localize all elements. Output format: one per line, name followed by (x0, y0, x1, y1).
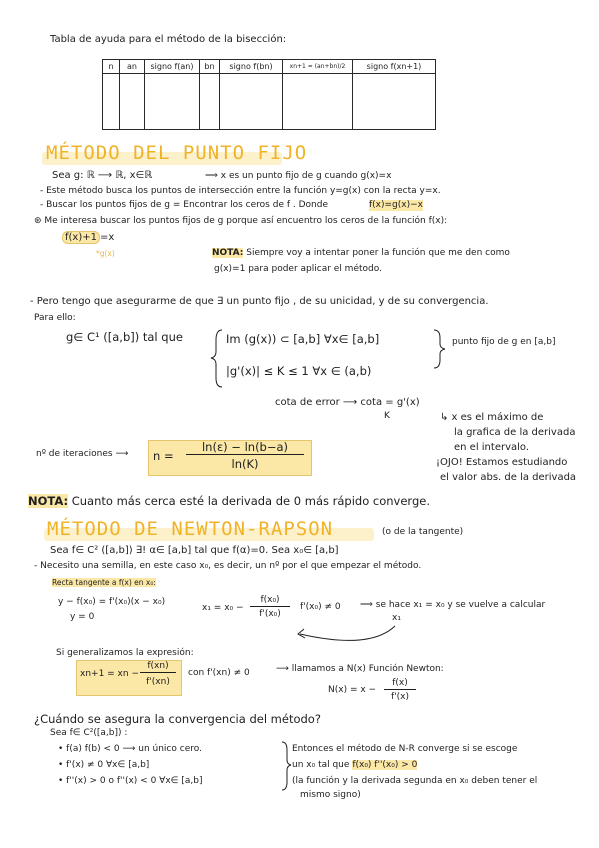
convergence-item: • f''(x) > 0 o f''(x) < 0 ∀x∈ [a,b] (58, 776, 203, 786)
convergence-sea: Sea f∈ C²([a,b]) : (50, 728, 128, 738)
bisection-caption: Tabla de ayuda para el método de la bisección: (50, 34, 287, 45)
nx-numerator: f(x) (384, 678, 416, 690)
left-brace (211, 330, 222, 387)
convergence-result-a: un x₀ tal que (292, 760, 350, 770)
text-line: - Este método busca los puntos de intersección entre la función y=g(x) con la recta y=x. (40, 186, 441, 196)
nota-text-2: g(x)=1 para poder aplicar el método. (214, 264, 382, 274)
header-cell: bn (200, 60, 220, 74)
iterations-denominator: ln(K) (231, 457, 259, 471)
convergence-item: • f'(x) ≠ 0 ∀x∈ [a,b] (58, 760, 150, 770)
ojo-line: ¡OJO! Estamos estudiando (436, 457, 568, 468)
cota-k: K (384, 411, 390, 421)
newton-function-line: ⟶ llamamos a N(x) Función Newton: (276, 664, 444, 674)
x1-denominator: f'(x₀) (259, 609, 281, 619)
side-note: *g(x) (96, 249, 115, 258)
text-line: - Pero tengo que asegurarme de que ∃ un punto fijo , de su unicidad, y de su convergencia. (30, 296, 489, 307)
nota-text-1: Siempre voy a intentar poner la función que me den como (246, 248, 510, 258)
tangent-eq-1: y − f(x₀) = f'(x₀)(x − x₀) (58, 597, 166, 607)
condition-class: g∈ C¹ ([a,b]) tal que (66, 330, 183, 344)
nx-denominator: f'(x) (391, 692, 409, 702)
fixed-point-title: MÉTODO DEL PUNTO FIJO (46, 142, 308, 164)
curved-arrow (300, 626, 395, 640)
convergence-highlight: f(x₀) f''(x₀) > 0 (352, 760, 418, 770)
text-line: - Buscar los puntos fijos de g = Encontrar los ceros de f . Donde (40, 200, 328, 210)
general-condition: con f'(xn) ≠ 0 (188, 668, 250, 678)
text-line: la grafica de la derivada (454, 427, 576, 438)
x1-numerator: f(x₀) (250, 595, 290, 607)
nota2-text: Cuanto más cerca esté la derivada de 0 más rápido converge. (71, 494, 430, 508)
cota-line: cota de error ⟶ cota = g'(x) (275, 397, 420, 408)
text-line: ↳ x es el máximo de (440, 412, 544, 423)
header-cell: an (120, 60, 145, 74)
convergence-result: Entonces el método de N-R converge si se escoge (292, 744, 518, 754)
header-cell: signo f(an) (145, 60, 200, 74)
convergence-brace (282, 742, 291, 790)
def-line-b: ⟹ x es un punto fijo de g cuando g(x)=x (205, 171, 392, 181)
nota2-label: NOTA: (28, 494, 69, 508)
header-cell: xn+1 = (an+bn)/2 (283, 60, 353, 74)
x1-then: ⟹ se hace x₁ = x₀ y se vuelve a calcular (360, 600, 546, 610)
text-line: en el intervalo. (454, 442, 530, 453)
def-line-a: Sea g: ℝ ⟶ ℝ, x∈ℝ (52, 170, 153, 181)
general-lhs: xn+1 = xn − (80, 669, 139, 679)
condition-2: |g'(x)| ≤ K ≤ 1 ∀x ∈ (a,b) (226, 364, 372, 378)
header-cell: n (103, 60, 120, 74)
newton-subtitle: (o de la tangente) (382, 527, 464, 537)
text-line: ⊛ Me interesa buscar los puntos fijos de g porque así encuentro los ceros de la función f(x): (34, 216, 448, 226)
tangent-label: Recta tangente a f(x) en x₀: (52, 578, 156, 587)
header-cell: signo f(bn) (220, 60, 283, 74)
seed-line: - Necesito una semilla, en este caso x₀, es decir, un nº por el que empezar el método. (34, 561, 422, 571)
ojo-line: el valor abs. de la derivada (440, 472, 577, 483)
brace-note: punto fijo de g en [a,b] (452, 337, 556, 347)
iterations-numerator: ln(ε) − ln(b−a) (186, 440, 304, 455)
highlighted-formula: f(x)=g(x)−x (369, 200, 423, 210)
x1-condition: f'(x₀) ≠ 0 (300, 602, 341, 612)
convergence-item: • f(a) f(b) < 0 ⟶ un único cero. (58, 744, 202, 754)
iterations-label: nº de iteraciones ⟶ (36, 449, 129, 459)
x1-variable: x₁ (392, 613, 401, 623)
newton-title: MÉTODO DE NEWTON-RAPSON (47, 518, 334, 540)
nota-label: NOTA: (212, 248, 244, 258)
newton-def: Sea f∈ C² ([a,b]) ∃! α∈ [a,b] tal que f(α)=0. Sea x₀∈ [a,b] (50, 545, 339, 556)
nx-lhs: N(x) = x − (328, 685, 377, 695)
tangent-eq-2: y = 0 (70, 612, 95, 622)
general-numerator: f(xn) (140, 661, 176, 673)
iterations-n: n = (153, 449, 174, 463)
right-brace (434, 330, 445, 368)
general-denominator: f'(xn) (146, 677, 170, 687)
side-formula-rest: =x (99, 232, 115, 243)
condition-1: Im (g(x)) ⊂ [a,b] ∀x∈ [a,b] (226, 332, 380, 346)
curved-arrow-head (298, 629, 305, 638)
x1-lhs: x₁ = x₀ − (202, 603, 244, 613)
convergence-result: mismo signo) (300, 790, 361, 800)
text-line: Para ello: (34, 313, 76, 323)
header-cell: signo f(xn+1) (353, 60, 436, 74)
side-formula-box: f(x)+1 (62, 231, 100, 244)
convergence-question: ¿Cuándo se asegura la convergencia del método? (34, 712, 321, 726)
generalize-line: Si generalizamos la expresión: (56, 648, 194, 658)
convergence-result: (la función y la derivada segunda en x₀ deben tener el (292, 776, 538, 786)
